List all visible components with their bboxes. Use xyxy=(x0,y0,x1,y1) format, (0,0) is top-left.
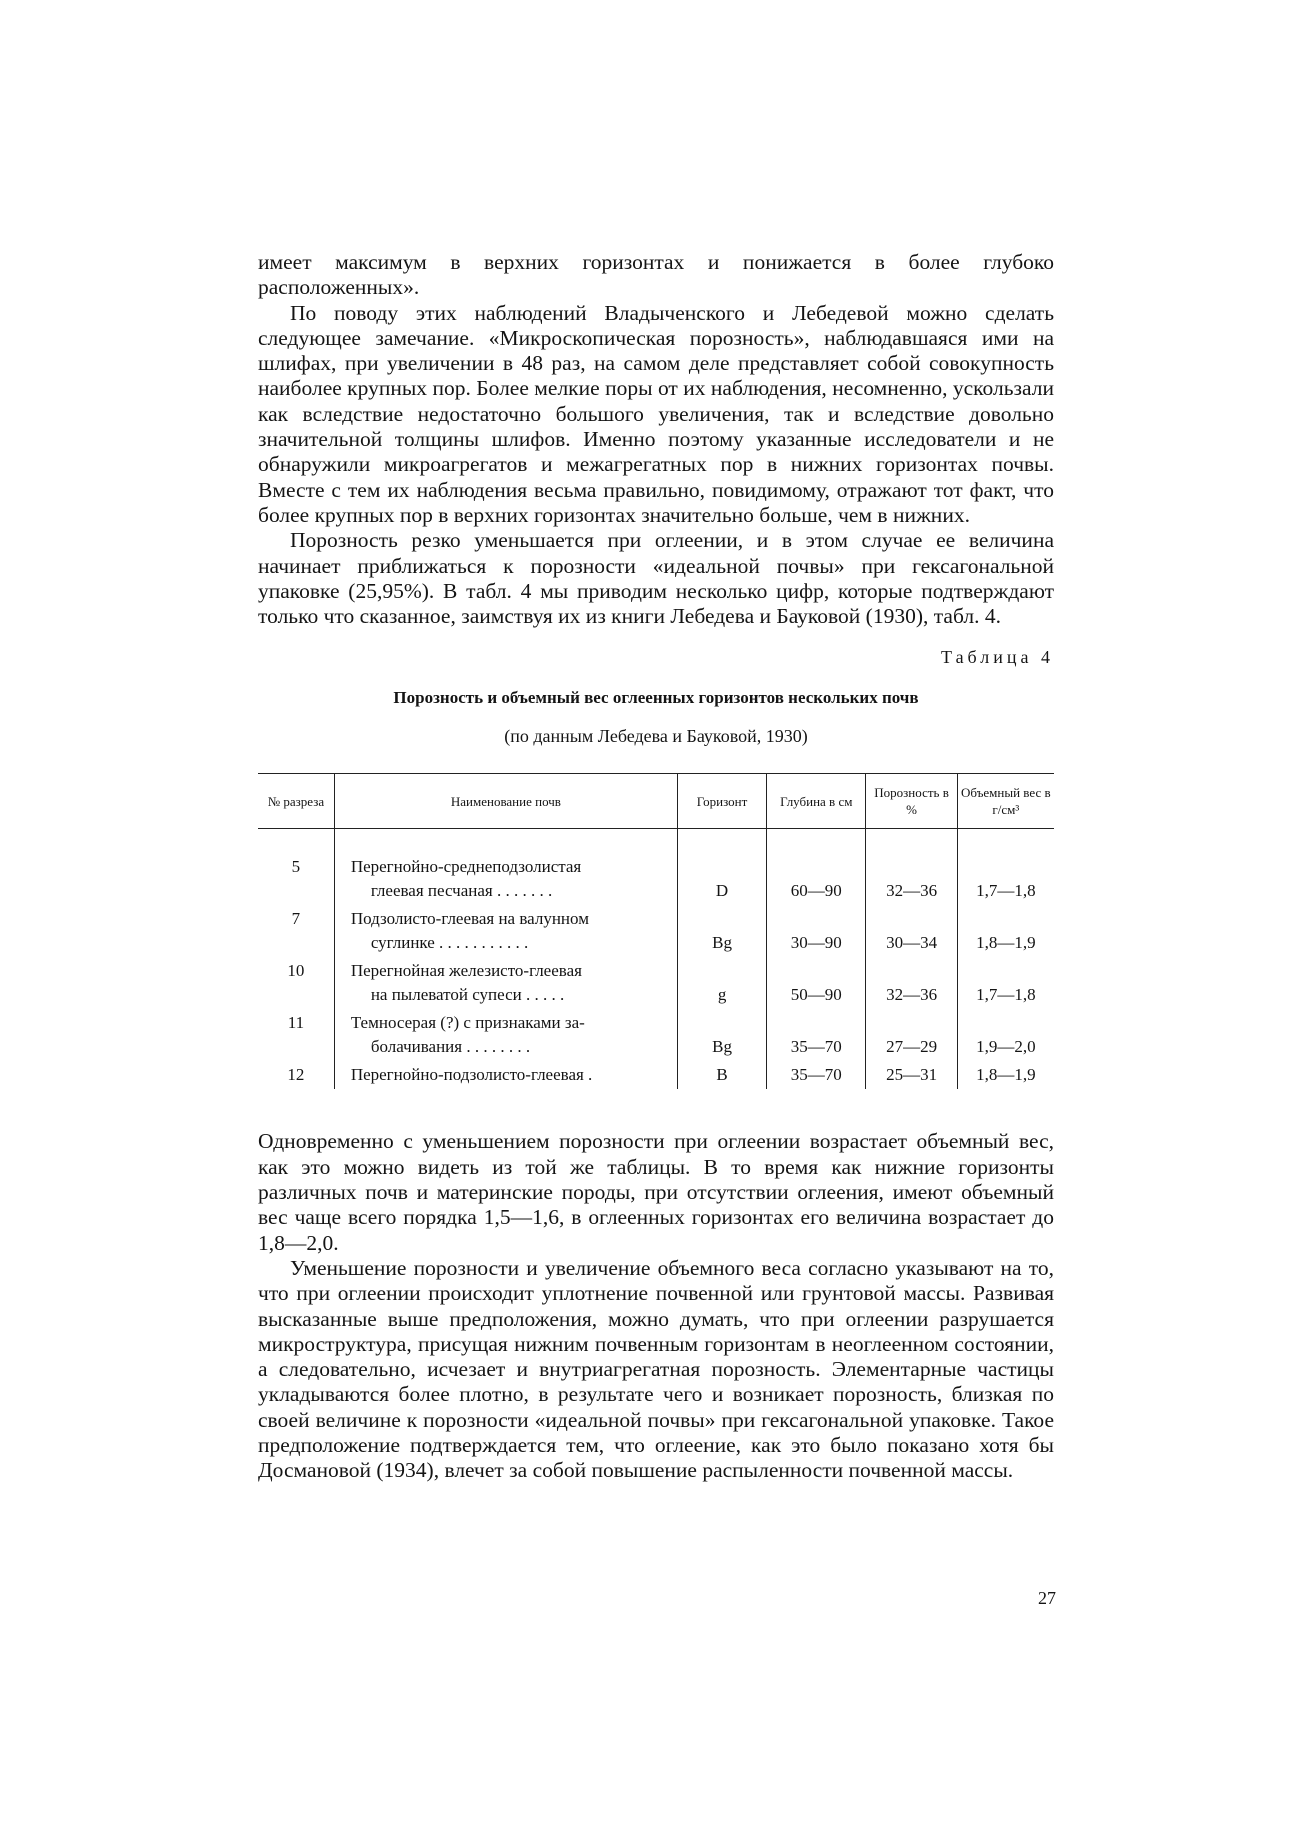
cell-num: 10 xyxy=(287,961,305,981)
data-table xyxy=(258,773,1054,1089)
cell-porosity: 27—29 xyxy=(866,1009,957,1061)
page-number: 27 xyxy=(1038,1588,1056,1608)
name-line-2: глеевая песчаная . . . . . . . xyxy=(370,881,553,901)
table-body xyxy=(258,829,1054,1090)
table-title: Порозность и объемный вес оглеенных горизонтов нескольких почв xyxy=(393,688,919,708)
table-header xyxy=(258,774,1054,829)
cell-name xyxy=(334,905,677,957)
table-subtitle: (по данным Лебедева и Бауковой, 1930) xyxy=(504,726,808,747)
cell-horizon: Bg xyxy=(678,1009,767,1061)
cell-horizon: g xyxy=(678,957,767,1009)
cell-name xyxy=(334,829,677,906)
cell-name xyxy=(334,957,677,1009)
name-line-2: суглинке . . . . . . . . . . . xyxy=(370,933,529,953)
table-row xyxy=(258,829,1054,906)
cell-horizon: D xyxy=(678,829,767,906)
cell-volume-weight: 1,7—1,8 xyxy=(957,957,1054,1009)
cell-depth: 35—70 xyxy=(767,1009,866,1061)
paragraph-2: По поводу этих наблюдений Владыченского и Лебедевой можно сделать следующее замечание. «Микроскопическая порозность», наблюдавшаяся ими на шлифах, при увеличении в 48 раз, на самом деле представляет собой совокупность наиболее крупных пор. Более мелкие поры от их наблюдения, несомненно, ускользали как вследствие недостаточно большого увеличения, так и вследствие довольно значительной толщины шлифов. Именно поэтому указанные исследователи и не обнаружили микроагрегатов и межагрегатных пор в нижних горизонтах почвы. Вместе с тем их наблюдения весьма правильно, повидимому, отражают тот факт, что более крупных пор в верхних горизонтах значительно больше, чем в нижних. xyxy=(258,300,1054,527)
header-depth: Глубина в см xyxy=(767,774,866,829)
header-name: Наименование почв xyxy=(334,774,677,829)
cell-horizon: B xyxy=(678,1061,767,1089)
cell-porosity: 25—31 xyxy=(866,1061,957,1089)
cell-num: 5 xyxy=(291,857,301,877)
table-row xyxy=(258,1009,1054,1061)
header-horizon: Горизонт xyxy=(678,774,767,829)
cell-horizon: Bg xyxy=(678,905,767,957)
header-porosity: Порозность в % xyxy=(866,774,957,829)
name-line-2: на пылеватой супеси . . . . . xyxy=(370,985,565,1005)
paragraph-1: имеет максимум в верхних горизонтах и понижается в более глубоко расположенных». xyxy=(258,250,1054,300)
cell-porosity: 32—36 xyxy=(866,957,957,1009)
paragraph-3: Порозность резко уменьшается при оглеении, и в этом случае ее величина начинает приближаться к порозности «идеальной почвы» при гексагональной упаковке (25,95%). В табл. 4 мы приводим несколько цифр, которые подтверждают только что сказанное, заимствуя их из книги Лебедева и Бауковой (1930), табл. 4. xyxy=(258,528,1054,629)
name-line-1: Перегнойно-среднеподзолистая xyxy=(350,857,582,877)
name-line-1: Перегнойная железисто-глеевая xyxy=(350,961,582,981)
cell-volume-weight: 1,8—1,9 xyxy=(957,905,1054,957)
table-row xyxy=(258,1061,1054,1089)
cell-depth: 50—90 xyxy=(767,957,866,1009)
cell-depth: 30—90 xyxy=(767,905,866,957)
name-line-1: Темносерая (?) с признаками за- xyxy=(350,1013,585,1033)
name-line-2: болачивания . . . . . . . . xyxy=(370,1037,531,1057)
page-content xyxy=(258,250,1054,1484)
cell-name xyxy=(334,1009,677,1061)
cell-volume-weight: 1,7—1,8 xyxy=(957,829,1054,906)
paragraph-4: Одновременно с уменьшением порозности при оглеении возрастает объемный вес, как это можно видеть из той же таблицы. В то время как нижние горизонты различных почв и материнские породы, при отсутствии оглеения, имеют объемный вес чаще всего порядка 1,5—1,6, в оглеенных горизонтах его величина возрастает до 1,8—2,0. xyxy=(258,1129,1054,1255)
table-row xyxy=(258,905,1054,957)
paragraph-5: Уменьшение порозности и увеличение объемного веса согласно указывают на то, что при оглеении происходит уплотнение почвенной или грунтовой массы. Развивая высказанные выше предположения, можно думать, что при оглеении разрушается микроструктура, присущая нижним почвенным горизонтам в неоглеенном состоянии, а следовательно, исчезает и внутриагрегатная порозность. Элементарные частицы укладываются более плотно, в результате чего и возникает порозность, близкая по своей величине к порозности «идеальной почвы» при гексагональной упаковке. Такое предположение подтверждается тем, что оглеение, как это было показано хотя бы Досмановой (1934), влечет за собой повышение распыленности почвенной массы. xyxy=(258,1255,1054,1483)
cell-num: 11 xyxy=(287,1013,305,1033)
cell-porosity: 30—34 xyxy=(866,905,957,957)
table-label: Таблица 4 xyxy=(941,647,1054,668)
cell-num: 7 xyxy=(291,909,301,929)
cell-name xyxy=(334,1061,677,1089)
name-line-1: Подзолисто-глеевая на валунном xyxy=(350,909,589,929)
cell-depth: 35—70 xyxy=(767,1061,866,1089)
cell-porosity: 32—36 xyxy=(866,829,957,906)
cell-num: 12 xyxy=(287,1065,305,1085)
header-num: № разреза xyxy=(258,774,334,829)
table-row xyxy=(258,957,1054,1009)
cell-volume-weight: 1,9—2,0 xyxy=(957,1009,1054,1061)
name-line-2: Перегнойно-подзолисто-глеевая . xyxy=(350,1065,593,1085)
header-volume-weight: Объемный вес в г/см³ xyxy=(957,774,1054,829)
cell-depth: 60—90 xyxy=(767,829,866,906)
cell-volume-weight: 1,8—1,9 xyxy=(957,1061,1054,1089)
